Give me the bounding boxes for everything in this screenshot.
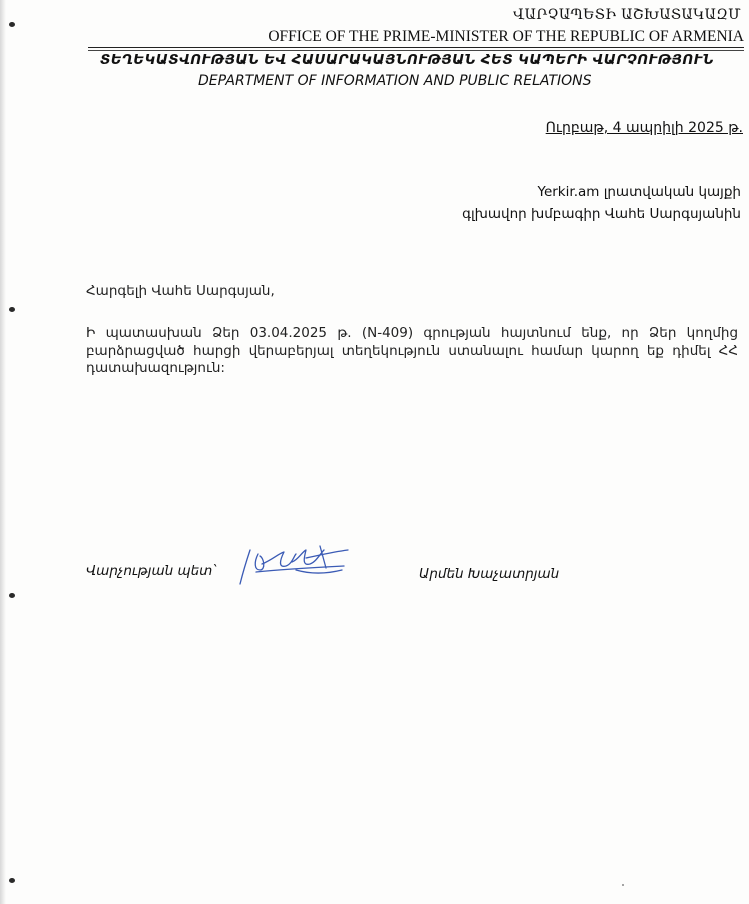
office-title-armenian: ՎԱՐՉԱՊԵՏԻ ԱՇԽԱՏԱԿԱԶՄ — [513, 7, 741, 23]
letter-date: Ուրբաթ, 4 ապրիլի 2025 թ. — [545, 120, 743, 136]
handwritten-signature — [236, 540, 352, 588]
binder-hole — [9, 22, 15, 27]
paper-speck — [622, 884, 624, 886]
office-title-english: OFFICE OF THE PRIME-MINISTER OF THE REPUBLIC OF ARMENIA — [268, 28, 744, 45]
binder-hole — [9, 878, 15, 883]
binder-hole — [9, 593, 15, 598]
header-rule — [88, 47, 744, 48]
recipient-line: գլխավոր խմբագիր Վահե Սարգսյանին — [462, 206, 741, 222]
recipient-block — [462, 181, 741, 225]
letter-body: Ի պատասխան Ձեր 03.04.2025 թ. (N-409) գրության հայտնում ենք, որ Ձեր կողմից բարձրացված հարցի վերաբերյալ տեղեկություն ստանալու համար կարող եք դիմել ՀՀ դատախազություն: — [86, 325, 738, 376]
recipient-line: Yerkir.am լրատվական կայքի — [537, 184, 741, 200]
salutation: Հարգելի Վահե Սարգսյան, — [86, 283, 275, 299]
signatory-name: Արմեն Խաչատրյան — [419, 566, 560, 582]
binder-hole — [9, 307, 15, 312]
signatory-title: Վարչության պետ՝ — [86, 563, 216, 579]
department-title-english: DEPARTMENT OF INFORMATION AND PUBLIC RELATIONS — [198, 73, 592, 89]
department-title-armenian: ՏԵՂԵԿԱՏՎՈՒԹՅԱՆ ԵՎ ՀԱՍԱՐԱԿԱՅՆՈՒԹՅԱՆ ՀԵՏ ԿԱՊԵՐԻ ՎԱՐՉՈՒԹՅՈՒՆ — [100, 52, 714, 68]
page-edge-shadow — [0, 0, 6, 904]
header-rule-thin — [88, 50, 744, 51]
